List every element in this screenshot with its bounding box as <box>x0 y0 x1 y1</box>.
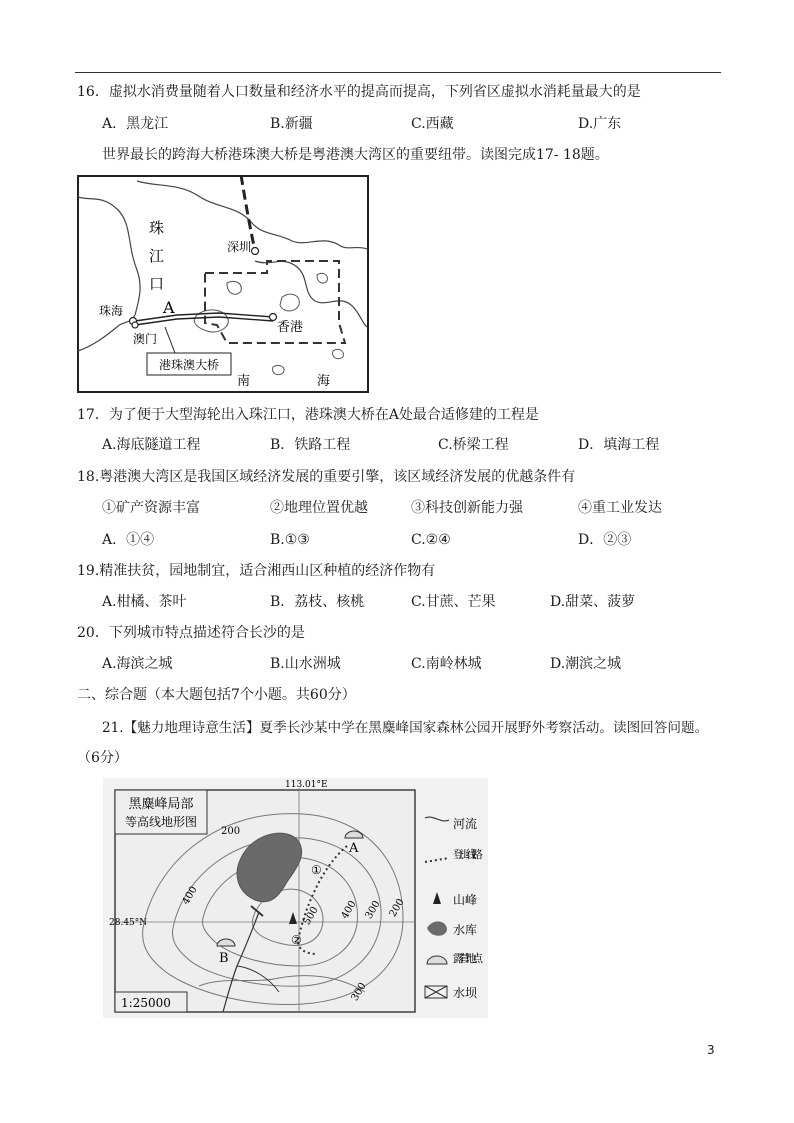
q18-option-a: A．①④ <box>102 532 155 548</box>
q19-option-b: B．荔枝、核桃 <box>270 594 365 610</box>
q18-option-d: D．②③ <box>578 532 632 548</box>
contour-label-200: 200 <box>221 826 241 837</box>
q21-stem: 21.【魅力地理诗意生活】夏季长沙某中学在黑麋峰国家森林公园开展野外考察活动。读图回答问题。 <box>102 720 709 736</box>
q18-condition-4: ④重工业发达 <box>578 500 662 516</box>
label-zhuhai: 珠海 <box>99 304 124 318</box>
legend-reservoir: 水库 <box>453 923 478 937</box>
q17-option-c: C.桥梁工程 <box>438 437 509 453</box>
q20-option-a: A.海滨之城 <box>102 656 173 672</box>
map2-mark-a: A <box>349 841 359 856</box>
contour-label-300-east: 300 <box>363 898 383 921</box>
header-rule <box>75 72 721 73</box>
q18-option-c: C.②④ <box>411 532 451 548</box>
legend-trail: 登山线路 <box>453 848 483 861</box>
label-jiang: 江 <box>149 247 165 265</box>
label-zhu: 珠 <box>149 219 165 237</box>
label-kou: 口 <box>149 275 165 293</box>
q19-stem: 19.精准扶贫，园地制宜，适合湘西山区种植的经济作物有 <box>77 563 436 579</box>
map2-mark-2: ② <box>291 933 302 947</box>
contour-label-400: 400 <box>180 884 200 907</box>
page-number: 3 <box>707 1043 715 1057</box>
contour-label-400-east: 400 <box>339 898 359 921</box>
map2-longitude: 113.01°E <box>285 780 328 790</box>
contour-label-500: 500 <box>301 904 321 927</box>
q16-option-c: C.西藏 <box>411 116 454 132</box>
map2-mark-b: B <box>219 951 229 966</box>
map2-scale: 1:25000 <box>121 996 171 1010</box>
label-nan: 南 <box>237 374 251 389</box>
q17-option-d: D．填海工程 <box>578 437 660 453</box>
q16-stem: 16．虚拟水消费量随着人口数量和经济水平的提高而提高，下列省区虚拟水消耗量最大的是 <box>77 84 641 100</box>
label-hongkong: 香港 <box>277 320 304 335</box>
q19-option-d: D.甜菜、菠萝 <box>550 594 636 610</box>
q18-option-b: B.①③ <box>270 532 310 548</box>
q20-stem: 20．下列城市特点描述符合长沙的是 <box>77 625 305 641</box>
legend-river: 河流 <box>453 817 478 831</box>
hongkong-marker <box>270 314 277 321</box>
q20-option-d: D.潮滨之城 <box>550 656 622 672</box>
q16-option-b: B.新疆 <box>270 116 313 132</box>
map2-title-line2: 等高线地形图 <box>124 815 198 829</box>
bridge-label: 港珠澳大桥 <box>158 358 220 372</box>
q18-condition-3: ③科技创新能力强 <box>411 500 523 516</box>
q16-option-a: A．黑龙江 <box>102 116 169 132</box>
q17-option-a: A.海底隧道工程 <box>102 437 201 453</box>
q20-option-c: C.南岭林城 <box>411 656 482 672</box>
section-2-heading: 二、综合题（本大题包括7个小题。共60分） <box>77 687 356 703</box>
legend-campsite: 露营地点 <box>453 952 483 965</box>
q17-stem: 17．为了便于大型海轮出入珠江口，港珠澳大桥在A处最合适修建的工程是 <box>77 407 539 423</box>
label-shenzhen: 深圳 <box>227 240 252 254</box>
q20-option-b: B.山水洲城 <box>270 656 341 672</box>
q17-option-b: B．铁路工程 <box>270 437 351 453</box>
map2-title-line1: 黑麋峰局部 <box>128 797 194 812</box>
q19-option-a: A.柑橘、茶叶 <box>102 594 187 610</box>
intro-17-18: 世界最长的跨海大桥港珠澳大桥是粤港澳大湾区的重要纽带。读图完成17- 18题。 <box>102 147 609 163</box>
contour-label-200-east: 200 <box>387 896 407 919</box>
heimifeng-contour-map <box>103 778 488 1018</box>
label-hai: 海 <box>317 374 331 389</box>
legend-peak: 山峰 <box>453 893 478 907</box>
q18-condition-1: ①矿产资源丰富 <box>102 500 200 516</box>
map2-latitude: 28.45°N <box>109 918 148 928</box>
legend-dam: 水坝 <box>453 986 478 1000</box>
q21-points: （6分） <box>77 750 128 766</box>
macau-marker <box>132 322 138 328</box>
map2-mark-1: ① <box>311 863 322 877</box>
label-macau: 澳门 <box>133 332 158 346</box>
shenzhen-marker <box>252 248 259 255</box>
q18-condition-2: ②地理位置优越 <box>270 500 368 516</box>
pearl-river-estuary-map <box>77 175 369 393</box>
label-a: A <box>163 298 175 317</box>
q19-option-c: C.甘蔗、芒果 <box>411 594 496 610</box>
contour-label-300-south: 300 <box>349 980 369 1003</box>
q16-option-d: D.广东 <box>578 116 622 132</box>
q18-stem: 18.粤港澳大湾区是我国区域经济发展的重要引擎，该区域经济发展的优越条件有 <box>77 469 576 485</box>
